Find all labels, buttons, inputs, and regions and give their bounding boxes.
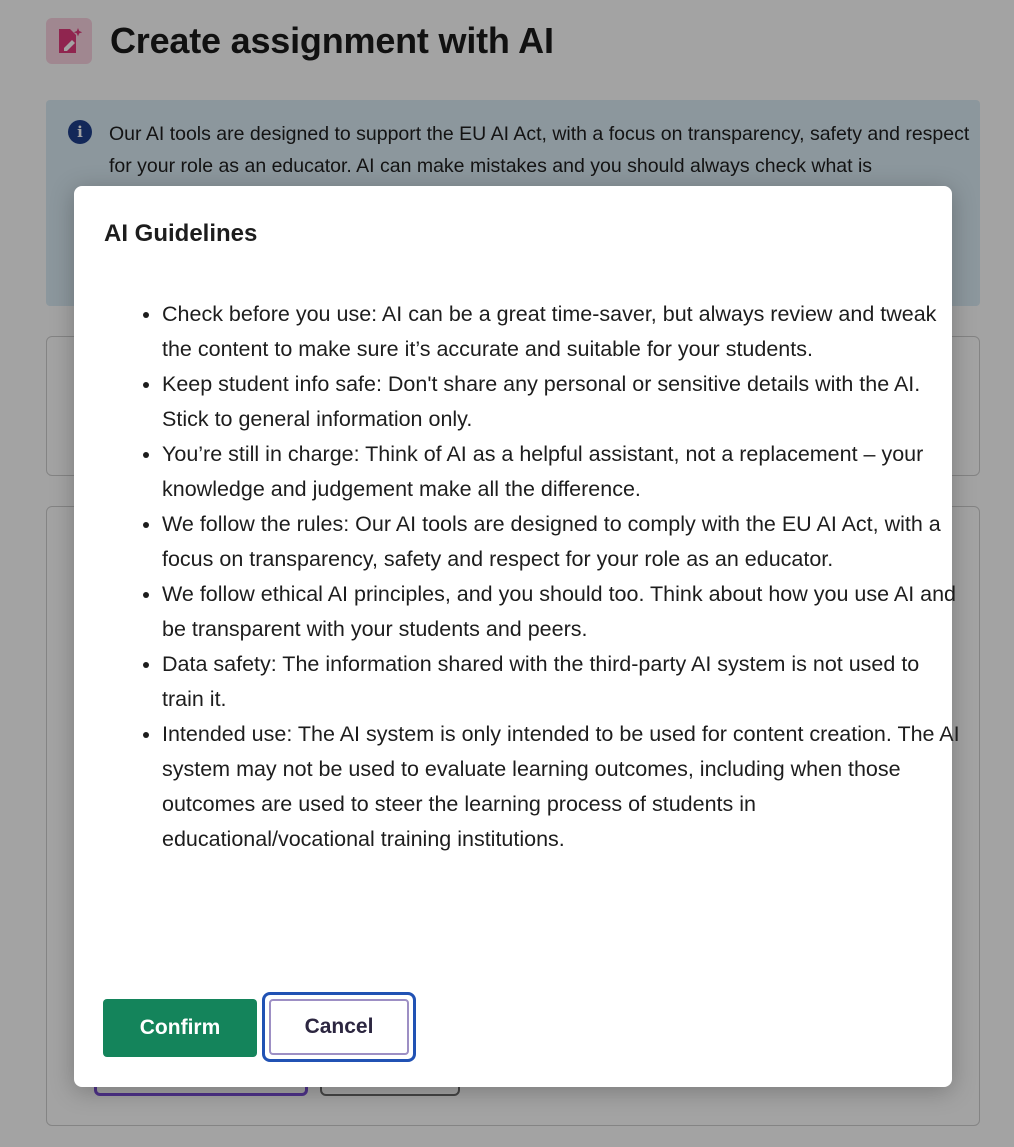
info-icon: i [68,120,92,144]
guideline-item: • Keep student info safe: Don't share any personal or sensitive details with the AI. Stick to general information only. [162,367,962,437]
ai-guidelines-dialog [74,186,960,1087]
guideline-item: • Intended use: The AI system is only intended to be used for content creation. The AI system may not be used to evaluate learning outcomes, including when those outcomes are used to steer the learning process of students in educational/vocational training institutions. [162,717,962,857]
guideline-item: • You’re still in charge: Think of AI as a helpful assistant, not a replacement – your knowledge and judgement make all the difference. [162,437,962,507]
guideline-item: • Check before you use: AI can be a great time-saver, but always review and tweak the content to make sure it’s accurate and suitable for your students. [162,297,962,367]
guideline-item: • We follow the rules: Our AI tools are designed to comply with the EU AI Act, with a focus on transparency, safety and respect for your role as an educator. [162,507,962,577]
guideline-item: • Data safety: The information shared with the third-party AI system is not used to train it. [162,647,962,717]
guidelines-list [136,297,962,857]
dialog-title: AI Guidelines [104,220,258,247]
cancel-button[interactable]: Cancel [269,999,409,1055]
confirm-button[interactable]: Confirm [103,999,257,1057]
guideline-item: • We follow ethical AI principles, and you should too. Think about how you use AI and be transparent with your students and peers. [162,577,962,647]
page-title: Create assignment with AI [110,20,554,61]
info-banner-text: Our AI tools are designed to support the EU AI Act, with a focus on transparency, safety and respect for your role as an educator. AI can make mistakes and you should always check what is [109,123,970,177]
cancel-focus-ring [262,992,416,1062]
